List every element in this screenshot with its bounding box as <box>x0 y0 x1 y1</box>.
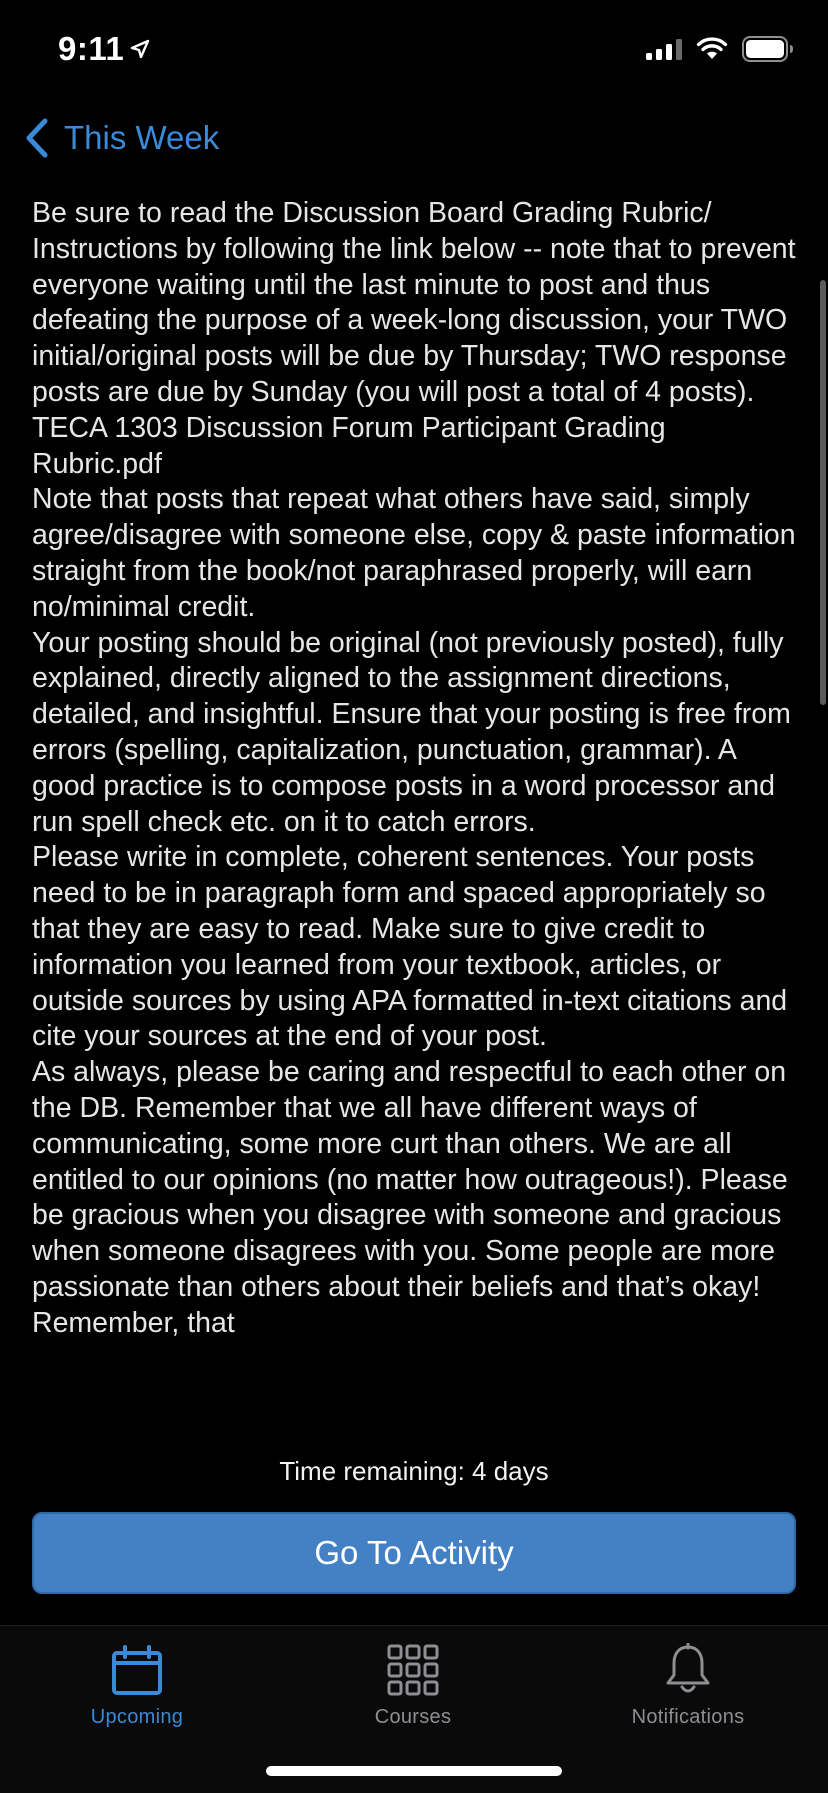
tab-upcoming[interactable] <box>27 1640 247 1729</box>
cellular-signal-icon <box>646 38 682 60</box>
tab-notifications[interactable] <box>578 1640 798 1729</box>
location-arrow-icon <box>130 39 150 59</box>
status-bar <box>0 0 828 100</box>
status-time <box>58 30 150 68</box>
go-to-activity-button[interactable]: Go To Activity <box>32 1512 796 1594</box>
paragraph-credit: Note that posts that repeat what others have said, simply agree/disagree with someone else, copy & paste information straight from the book/not paraphrased properly, will earn no/minimal credit. <box>32 483 796 623</box>
grid-icon <box>387 1644 439 1696</box>
tab-upcoming-label: Upcoming <box>90 1706 184 1728</box>
status-icons <box>646 36 794 62</box>
activity-description[interactable] <box>32 196 802 1436</box>
tab-courses[interactable] <box>303 1640 523 1729</box>
calendar-icon <box>111 1645 163 1695</box>
rubric-link[interactable]: TECA 1303 Discussion Forum Participant Grading Rubric.pdf <box>32 411 666 480</box>
time-remaining: Time remaining: 4 days <box>279 1456 549 1486</box>
scrollbar[interactable] <box>820 280 826 705</box>
wifi-icon <box>696 37 728 61</box>
battery-icon <box>742 36 794 62</box>
tab-courses-label: Courses <box>374 1706 452 1728</box>
content-fade <box>0 1396 828 1440</box>
paragraph-sentences: Please write in complete, coherent sentences. Your posts need to be in paragraph form and spaced appropriately so that they are easy to read. Make sure to give credit to information you learned from your textbook, articles, or outside sources by using APA formatted in-text citations and cite your sources at the end of your post. <box>32 841 788 1053</box>
bell-icon <box>664 1643 712 1697</box>
paragraph-intro: Be sure to read the Discussion Board Grading Rubric/ Instructions by following the link below -- note that to prevent everyone waiting until the last minute to post and thus defeating the purpose of a week-long discussion, your TWO initial/original posts will be due by Thursday; TWO response posts are due by Sunday (you will post a total of 4 posts). <box>32 197 796 408</box>
back-button[interactable] <box>24 118 219 158</box>
tab-notifications-label: Notifications <box>631 1706 745 1728</box>
paragraph-respect: As always, please be caring and respectful to each other on the DB. Remember that we all have different ways of communicating, some more curt than others. We are all entitled to our opinions (no matter how outrageous!). Please be gracious when you disagree with someone and gracious when someone disagrees with you. Some people are more passionate than others about their beliefs and that’s okay! Remember, that <box>32 1056 788 1339</box>
back-label: This Week <box>64 119 220 156</box>
chevron-left-icon <box>24 118 50 158</box>
clock-text: 9:11 <box>58 30 125 67</box>
home-indicator[interactable] <box>266 1766 562 1776</box>
paragraph-original: Your posting should be original (not previously posted), fully explained, directly aligned to the assignment directions, detailed, and insightful. Ensure that your posting is free from errors (spelling, capitalization, punctuation, grammar). A good practice is to compose posts in a word processor and run spell check etc. on it to catch errors. <box>32 626 791 838</box>
